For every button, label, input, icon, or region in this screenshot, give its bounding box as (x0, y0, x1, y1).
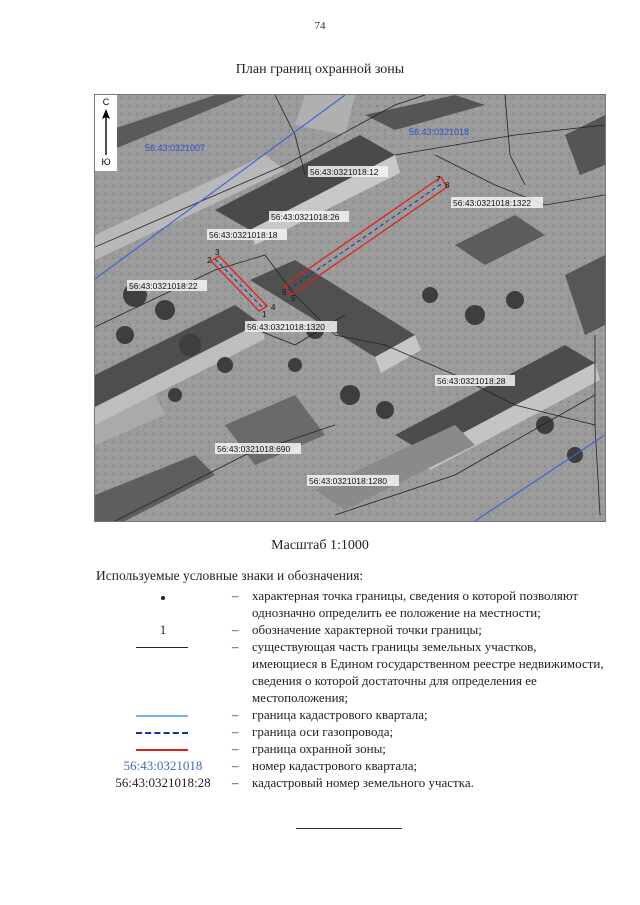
bottom-rule (296, 828, 402, 829)
parcel-label-1322: 56:43:0321018:1322 (453, 198, 531, 208)
legend-item-point: – характерная точка границы, сведения о которой позволяют однозначно определить ее положение на местности; (94, 587, 614, 621)
point-4: 4 (271, 303, 276, 312)
legend-item-point-number: 1 – обозначение характерной точки границы; (159, 622, 482, 637)
gas-axis-line-icon (136, 732, 188, 734)
protection-zone-line-icon (136, 749, 188, 751)
map-scale: Масштаб 1:1000 (271, 538, 369, 553)
parcel-label-18: 56:43:0321018:18 (209, 230, 278, 240)
aerial-photo (95, 95, 605, 521)
quarter-label-0321018: 56:43:0321018 (409, 127, 470, 137)
parcel-label-1280: 56:43:0321018:1280 (309, 476, 387, 486)
legend-item-protection-zone: – граница охранной зоны; (94, 740, 614, 757)
parcel-boundary-line-icon (136, 647, 188, 648)
point-8: 8 (445, 181, 450, 190)
south-label: Ю (101, 157, 111, 167)
point-7: 7 (436, 175, 441, 184)
north-label: С (102, 97, 110, 107)
point-1: 1 (262, 310, 267, 319)
page-title: План границ охранной зоны (235, 62, 405, 77)
parcel-label-26: 56:43:0321018:26 (271, 212, 340, 222)
north-arrow-icon (101, 109, 111, 155)
parcel-label-690: 56:43:0321018:690 (217, 444, 291, 454)
cadastral-map (94, 94, 606, 522)
legend-item-quarter-boundary: – граница кадастрового квартала; (94, 706, 614, 723)
parcel-label-28: 56:43:0321018:28 (437, 376, 506, 386)
legend-title: Используемые условные знаки и обозначения: (96, 568, 364, 583)
legend-item-gas-axis: – граница оси газопровода; (94, 723, 614, 740)
north-arrow (95, 95, 117, 171)
legend-item-parcel-boundary: – существующая часть границы земельных участков, имеющиеся в Едином государственном реестре недвижимости, сведения о которой достаточны для определения ее местоположения; (94, 638, 614, 706)
boundary-point-icon (161, 596, 165, 600)
point-2: 2 (207, 256, 212, 265)
parcel-label-1320: 56:43:0321018:1320 (247, 322, 325, 332)
point-3: 3 (215, 248, 220, 257)
page-number: 74 (314, 20, 326, 32)
point-5: 5 (291, 294, 296, 303)
legend-item-parcel-number: 56:43:0321018:28 – кадастровый номер земельного участка. (115, 775, 474, 790)
quarter-boundary-line-icon (136, 715, 188, 717)
legend-item-quarter-number: 56:43:0321018 – номер кадастрового квартала; (123, 758, 418, 773)
parcel-label-12: 56:43:0321018:12 (310, 167, 379, 177)
point-6: 6 (282, 288, 287, 297)
parcel-label-22: 56:43:0321018:22 (129, 281, 198, 291)
quarter-label-0321007: 56:43:0321007 (145, 143, 206, 153)
legend (94, 587, 614, 791)
